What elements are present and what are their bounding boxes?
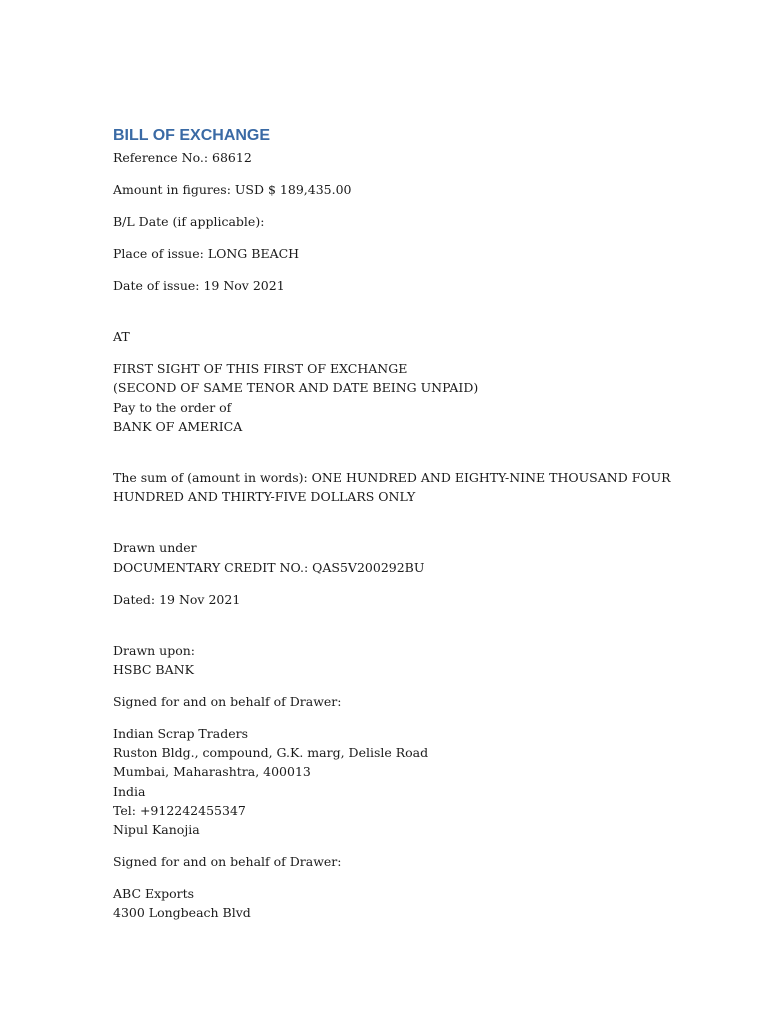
sight-line: FIRST SIGHT OF THIS FIRST OF EXCHANGE	[113, 361, 408, 377]
drawn-under-label: Drawn under	[113, 540, 197, 556]
dated: Dated: 19 Nov 2021	[113, 591, 241, 607]
document-title: BILL OF EXCHANGE	[113, 127, 271, 144]
drawer-line: India	[113, 783, 146, 799]
reference-number: Reference No.: 68612	[113, 150, 252, 165]
payee-bank: BANK OF AMERICA	[113, 418, 243, 434]
drawer-line: Indian Scrap Traders	[113, 726, 248, 742]
sum-in-words-line: HUNDRED AND THIRTY-FIVE DOLLARS ONLY	[113, 489, 416, 505]
drawer-address-block	[113, 884, 673, 922]
drawer-line: Mumbai, Maharashtra, 400013	[113, 764, 311, 780]
sight-block	[113, 359, 673, 436]
sight-line: Pay to the order of	[113, 399, 232, 415]
drawer-line: Nipul Kanojia	[113, 822, 200, 838]
sight-line: (SECOND OF SAME TENOR AND DATE BEING UNPAID)	[113, 380, 479, 396]
drawer-line: Ruston Bldg., compound, G.K. marg, Delisle Road	[113, 745, 429, 761]
drawee-bank: HSBC BANK	[113, 662, 194, 678]
date-of-issue: Date of issue: 19 Nov 2021	[113, 278, 285, 293]
sum-in-words-line: The sum of (amount in words): ONE HUNDRED AND EIGHTY-NINE THOUSAND FOUR	[113, 470, 671, 486]
at-label: AT	[113, 329, 130, 345]
drawer-line: ABC Exports	[113, 886, 195, 902]
drawer-address-block	[113, 724, 673, 839]
document-page	[113, 126, 673, 922]
amount-in-figures: Amount in figures: USD $ 189,435.00	[113, 182, 352, 197]
signed-label: Signed for and on behalf of Drawer:	[113, 694, 342, 710]
drawn-under-block	[113, 538, 673, 576]
place-of-issue: Place of issue: LONG BEACH	[113, 246, 300, 261]
drawn-upon-label: Drawn upon:	[113, 642, 196, 658]
documentary-credit-number: DOCUMENTARY CREDIT NO.: QAS5V200292BU	[113, 559, 425, 575]
drawn-upon-block	[113, 641, 673, 679]
sum-in-words-block	[113, 468, 673, 506]
bl-date: B/L Date (if applicable):	[113, 214, 265, 229]
drawer-line: 4300 Longbeach Blvd	[113, 905, 251, 921]
drawer-line: Tel: +912242455347	[113, 802, 246, 818]
signed-label: Signed for and on behalf of Drawer:	[113, 854, 342, 870]
